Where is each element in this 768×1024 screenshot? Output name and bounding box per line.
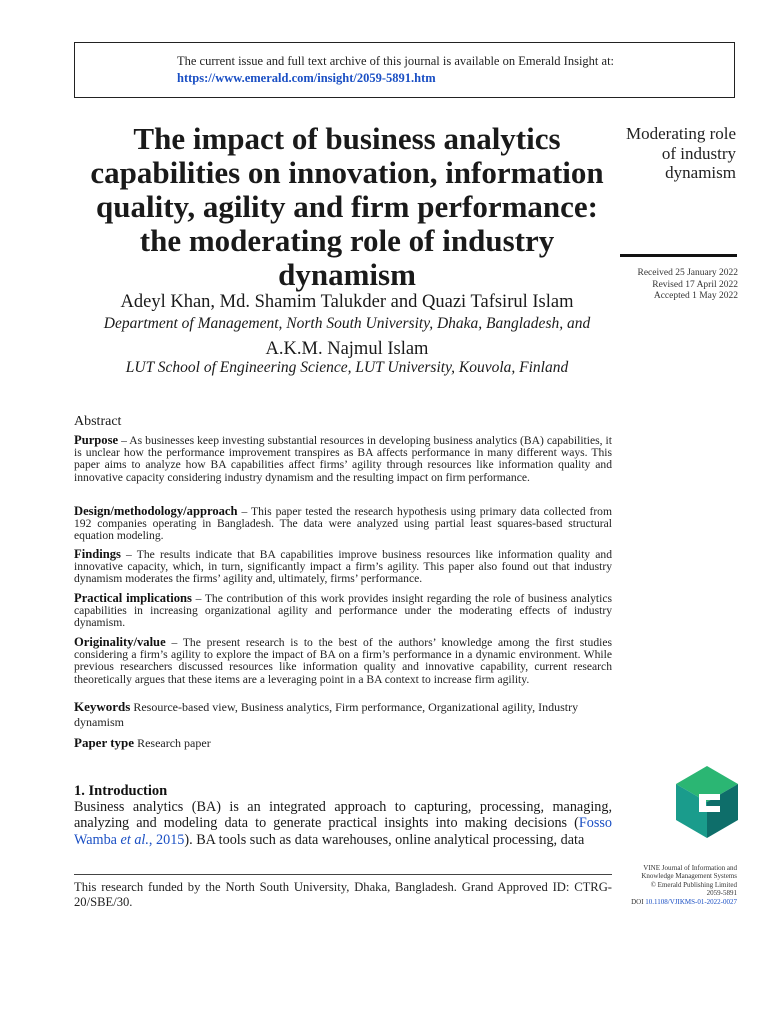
crossmark-logo[interactable] [676,766,738,838]
journal-info [614,864,737,906]
footnote-rule [74,874,612,875]
findings-text: – The results indicate that BA capabilities improve business resources like information quality and innovative capacity, which, in turn, significantly impact a firm’s agility. This paper also found out that industry dynamism moderates the firms’ agility and, ultimately, firms’ performance. [74,548,612,586]
funding-footnote: This research funded by the North South University, Dhaka, Bangladesh. Grand Approved ID: CTRG-20/SBE/30. [74,880,612,909]
access-notice-text: The current issue and full text archive of this journal is available on Emerald Insight at: [177,54,615,68]
journal-issn: 2059-5891 [706,889,737,898]
doi-label: DOI [631,897,644,906]
abstract-originality [74,636,612,686]
abstract-purpose [74,434,612,484]
introduction-heading: 1. Introduction [74,783,168,799]
received-date: Received 25 January 2022 [637,268,738,278]
abstract-findings [74,548,612,586]
purpose-label: Purpose [74,433,119,447]
keywords-label: Keywords [74,699,131,714]
practical-label: Practical implications [74,591,192,605]
intro-text-before: Business analytics (BA) is an integrated approach to capturing, processing, managing, analyzing and modeling data to generate practical insights into making decisions ( [74,799,612,832]
journal-publisher: © Emerald Publishing Limited [650,880,737,889]
journal-doi [614,898,737,906]
revised-date: Revised 17 April 2022 [652,279,738,290]
originality-text: – The present research is to the best of the authors’ knowledge among the first studies considering a firm’s agility to explore the impact of BA on a firm’s performance in a dynamic environment. While previous researchers discussed resources like information quality and innovative capability, current research theoretically argues that these items are a leveraging point in a BA context to increase firm agility. [74,636,612,686]
journal-archive-link[interactable]: https://www.emerald.com/insight/2059-5891.htm [177,71,436,85]
practical-text: – The contribution of this work provides insight regarding the role of business analytics capabilities in increasing organizational agility and performance under the moderating effects of industry dynamism. [74,592,613,630]
introduction-body [74,799,612,848]
paper-type-text: Research paper [134,736,211,750]
cite-author: Fosso Wamba [74,815,612,848]
margin-rule [620,254,737,257]
intro-text-after: ). BA tools such as data warehouses, online analytical processing, data [184,831,585,848]
running-head: Moderating role of industry dynamism [626,124,736,182]
accepted-date: Accepted 1 May 2022 [653,291,738,301]
cite-etal: et al. [120,831,149,848]
doi-link[interactable]: 10.1108/VJIKMS-01-2022-0027 [645,897,737,906]
journal-name: VINE Journal of Information and Knowledge Management Systems [641,864,737,881]
design-label: Design/methodology/approach [74,504,238,518]
article-title: The impact of business analytics capabilities on innovation, information quality, agility and firm performance: the moderating role of industry dynamism [90,121,604,292]
access-notice-box [74,42,735,98]
purpose-text: – As businesses keep investing substantial resources in developing business analytics (BA) capabilities, it is unclear how the performance improvement transpires as BA affects performance in many different ways. This paper aims to analyze how BA capabilities affect firms’ agility through resources like information quality and innovative capacity considering industry dynamism and the resulting impact on firm performance. [74,434,612,484]
author-list: Adeyl Khan, Md. Shamim Talukder and Quazi Tafsirul Islam [120,292,574,312]
history-dates [620,268,738,303]
keywords [74,699,612,730]
affiliation-1: Department of Management, North South University, Dhaka, Bangladesh, and [103,315,591,332]
keywords-text: Resource-based view, Business analytics, Firm performance, Organizational agility, Industry dynamism [74,700,579,729]
author-2: A.K.M. Najmul Islam [265,339,429,359]
crossmark-icon [676,766,738,838]
findings-label: Findings [74,547,121,561]
affiliation-2: LUT School of Engineering Science, LUT University, Kouvola, Finland [125,359,569,376]
abstract-heading: Abstract [74,414,122,429]
paper-type-label: Paper type [74,735,135,750]
paper-type [74,735,211,751]
abstract-practical [74,592,612,630]
originality-label: Originality/value [74,635,166,649]
cite-year: , 2015 [148,831,185,848]
abstract-design [74,505,612,543]
design-text: – This paper tested the research hypothesis using primary data collected from 192 companies operating in Bangladesh. The data were analyzed using partial least squares-based structural equation modeling. [74,505,612,543]
